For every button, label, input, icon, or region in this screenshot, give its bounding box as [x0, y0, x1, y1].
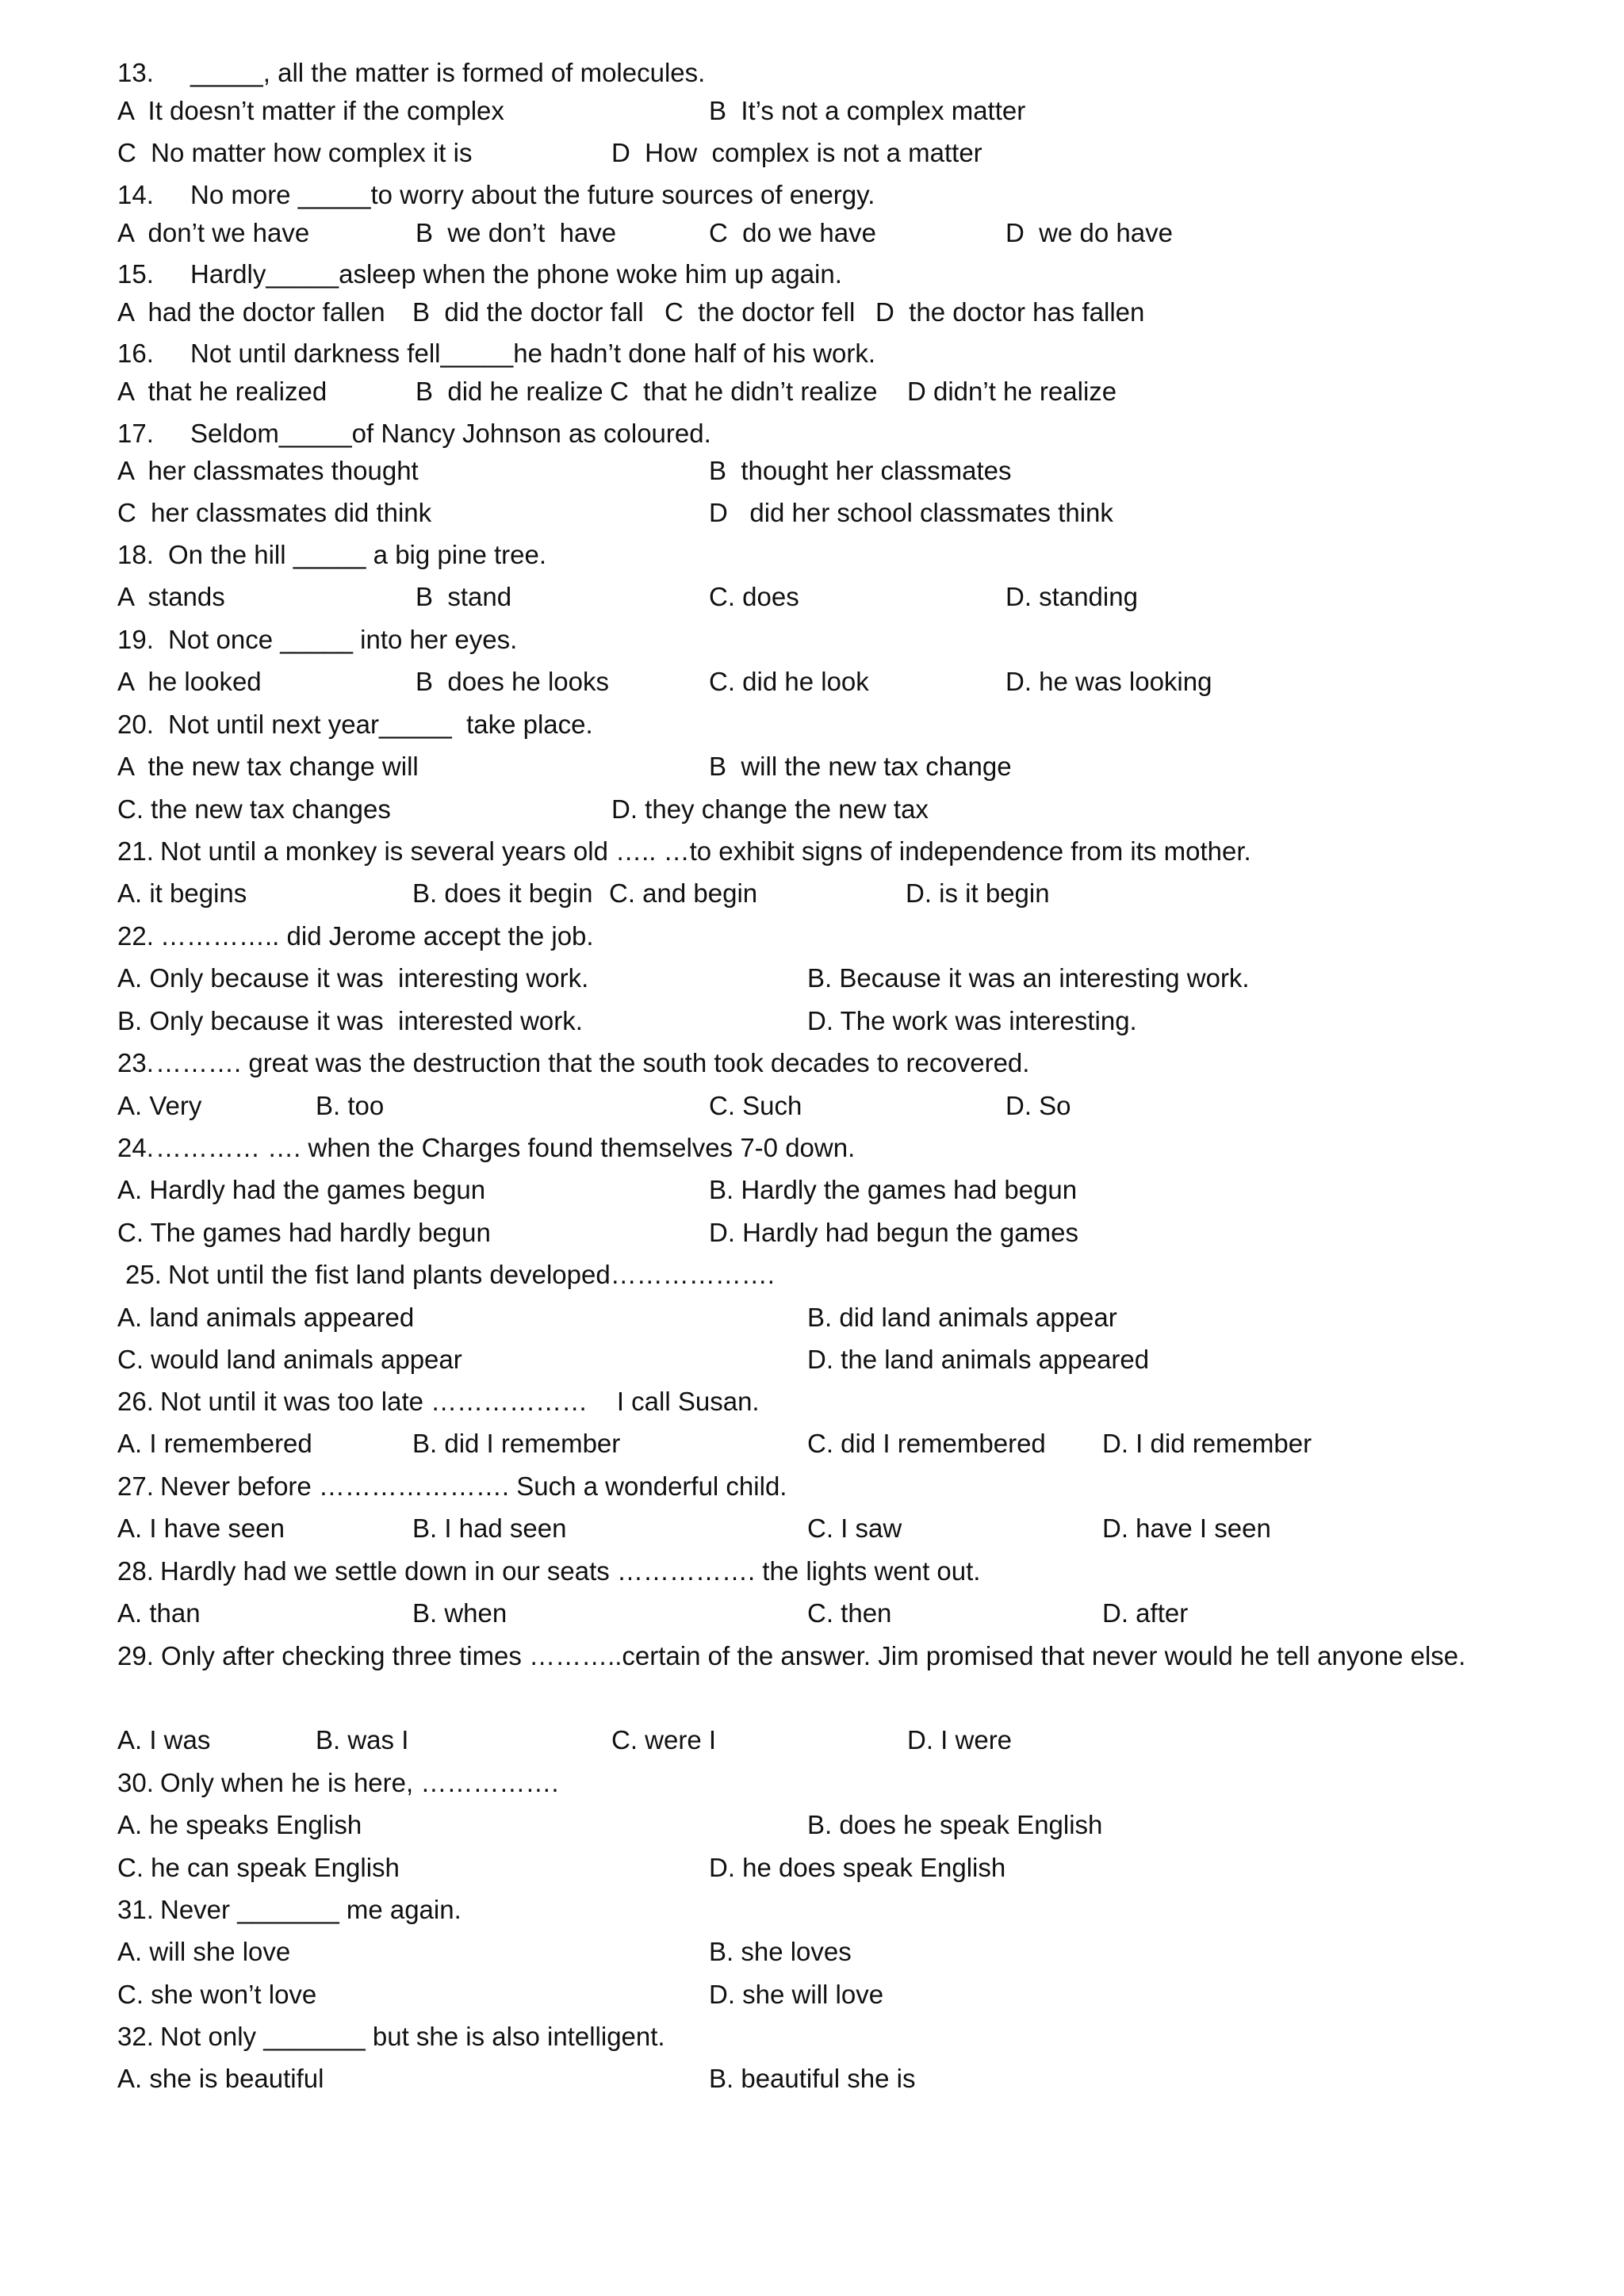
- options-row: [117, 370, 1513, 413]
- option-a[interactable]: A that he realized: [117, 377, 327, 406]
- question-number: 24.: [117, 1133, 154, 1162]
- question-stem: ………… …. when the Charges found themselves 7-0 down.: [155, 1133, 856, 1162]
- option-c[interactable]: C No matter how complex it is: [117, 138, 473, 167]
- options-row: [117, 1422, 1513, 1465]
- question-29: [117, 1635, 1513, 1720]
- question-28: [117, 1550, 1513, 1593]
- question-20: [117, 703, 1513, 746]
- option-c[interactable]: C. would land animals appear: [117, 1345, 462, 1374]
- option-d[interactable]: D. standing: [1005, 582, 1138, 611]
- options-row: [117, 1804, 1513, 1846]
- question-26: [117, 1380, 1513, 1423]
- option-d[interactable]: D. I did remember: [1102, 1429, 1312, 1458]
- option-c[interactable]: C. did I remembered: [807, 1429, 1046, 1458]
- option-b[interactable]: B. when: [412, 1598, 508, 1628]
- options-row: [117, 1846, 1513, 1889]
- option-d[interactable]: D. is it begin: [906, 878, 1050, 908]
- question-stem: Not until the fist land plants developed……………….: [168, 1260, 775, 1289]
- options-row: [117, 291, 1513, 334]
- question-number: 26.: [117, 1387, 154, 1416]
- option-a[interactable]: A. it begins: [117, 878, 247, 908]
- option-c[interactable]: C. Such: [709, 1091, 802, 1120]
- option-b[interactable]: B. does he speak English: [807, 1810, 1103, 1839]
- question-number: 20.: [117, 710, 154, 739]
- question-stem: Only after checking three times ………..certain of the answer. Jim promised that never would he tell anyone else.: [161, 1641, 1466, 1670]
- options-row: [117, 212, 1513, 254]
- option-a[interactable]: A had the doctor fallen: [117, 297, 385, 327]
- options-row: [117, 1169, 1513, 1211]
- option-d[interactable]: D. I were: [907, 1725, 1013, 1755]
- question-number: 31.: [117, 1895, 154, 1924]
- options-row: [117, 492, 1513, 534]
- options-row: [117, 1000, 1513, 1043]
- question-18: [117, 534, 1513, 576]
- option-d[interactable]: D did her school classmates think: [709, 498, 1113, 527]
- option-c[interactable]: C. and begin: [609, 878, 758, 908]
- option-d[interactable]: D. Hardly had begun the games: [709, 1218, 1078, 1247]
- question-stem: Never before …………………. Such a wonderful child.: [160, 1471, 787, 1501]
- question-stem: No more _____to worry about the future sources of energy.: [190, 180, 875, 209]
- option-a[interactable]: A. Hardly had the games begun: [117, 1175, 486, 1204]
- options-row: [117, 872, 1513, 915]
- option-b[interactable]: B thought her classmates: [709, 456, 1012, 485]
- option-a[interactable]: A. I remembered: [117, 1429, 312, 1458]
- question-stem: Hardly had we settle down in our seats ……………. the lights went out.: [160, 1556, 981, 1586]
- question-number: 17.: [117, 419, 154, 448]
- option-c[interactable]: C do we have: [709, 218, 876, 247]
- option-b[interactable]: B. she loves: [709, 1937, 852, 1966]
- option-c[interactable]: C that he didn’t realize: [610, 377, 878, 406]
- question-stem: Only when he is here, …………….: [160, 1768, 559, 1797]
- question-15: [117, 253, 1513, 296]
- question-32: [117, 2015, 1513, 2058]
- option-c[interactable]: C. then: [807, 1598, 892, 1628]
- option-b[interactable]: B. did land animals appear: [807, 1303, 1117, 1332]
- option-d[interactable]: D. she will love: [709, 1980, 884, 2009]
- question-stem: Not until a monkey is several years old ….. …to exhibit signs of independence from its mother.: [160, 836, 1251, 866]
- option-a[interactable]: A he looked: [117, 667, 262, 696]
- question-31: [117, 1888, 1513, 1931]
- question-stem: Hardly_____asleep when the phone woke him up again.: [190, 259, 842, 289]
- option-b[interactable]: B. did I remember: [412, 1429, 621, 1458]
- option-a[interactable]: A her classmates thought: [117, 456, 419, 485]
- options-row: [117, 1592, 1513, 1635]
- question-22: [117, 915, 1513, 958]
- option-c[interactable]: C. she won’t love: [117, 1980, 317, 2009]
- question-stem: ………. great was the destruction that the south took decades to recovered.: [155, 1048, 1030, 1077]
- option-c[interactable]: C. he can speak English: [117, 1853, 400, 1882]
- option-d[interactable]: D. after: [1102, 1598, 1189, 1628]
- question-number: 16.: [117, 339, 154, 368]
- question-number: 13.: [117, 58, 154, 87]
- option-a[interactable]: A. Only because it was interesting work.: [117, 963, 589, 993]
- options-row: [117, 1507, 1513, 1550]
- option-c[interactable]: C her classmates did think: [117, 498, 432, 527]
- option-b[interactable]: B. was I: [316, 1725, 409, 1755]
- option-c[interactable]: C. The games had hardly begun: [117, 1218, 491, 1247]
- question-stem: Not until darkness fell_____he hadn’t done half of his work.: [190, 339, 876, 368]
- options-row: [117, 1085, 1513, 1127]
- option-c[interactable]: B. Only because it was interested work.: [117, 1006, 583, 1035]
- options-row: [117, 1931, 1513, 1973]
- options-row: [117, 1973, 1513, 2016]
- question-stem: On the hill _____ a big pine tree.: [168, 540, 547, 569]
- question-stem: Not until next year_____ take place.: [168, 710, 593, 739]
- question-stem: Not until it was too late ……………… I call Susan.: [160, 1387, 760, 1416]
- options-row: [117, 1719, 1513, 1762]
- options-row: [117, 1211, 1513, 1254]
- options-row: [117, 90, 1513, 132]
- question-number: 23.: [117, 1048, 154, 1077]
- option-b[interactable]: B It’s not a complex matter: [709, 96, 1026, 125]
- option-b[interactable]: B. Hardly the games had begun: [709, 1175, 1078, 1204]
- question-number: 32.: [117, 2022, 154, 2051]
- question-number: 25.: [125, 1260, 162, 1289]
- option-d[interactable]: D we do have: [1005, 218, 1173, 247]
- option-a[interactable]: A. than: [117, 1598, 201, 1628]
- option-a[interactable]: A. I was: [117, 1725, 211, 1755]
- option-a[interactable]: A. Very: [117, 1091, 202, 1120]
- option-c[interactable]: C. did he look: [709, 667, 869, 696]
- option-b[interactable]: B. too: [316, 1091, 385, 1120]
- question-stem: Never _______ me again.: [160, 1895, 462, 1924]
- option-b[interactable]: B will the new tax change: [709, 752, 1012, 781]
- question-17: [117, 412, 1513, 455]
- options-row: [117, 576, 1513, 618]
- option-b[interactable]: B we don’t have: [416, 218, 617, 247]
- question-24: [117, 1127, 1513, 1169]
- question-27: [117, 1465, 1513, 1508]
- option-a[interactable]: A. he speaks English: [117, 1810, 362, 1839]
- question-stem: Seldom_____of Nancy Johnson as coloured.: [190, 419, 711, 448]
- option-d[interactable]: D didn’t he realize: [907, 377, 1117, 406]
- option-b[interactable]: B. does it begin: [412, 878, 593, 908]
- option-d[interactable]: D. he does speak English: [709, 1853, 1006, 1882]
- option-d[interactable]: D. he was looking: [1005, 667, 1212, 696]
- option-d[interactable]: D. The work was interesting.: [807, 1006, 1137, 1035]
- option-b[interactable]: B. beautiful she is: [709, 2064, 916, 2093]
- option-b[interactable]: B stand: [416, 582, 512, 611]
- question-number: 19.: [117, 625, 154, 654]
- question-number: 18.: [117, 540, 154, 569]
- question-number: 27.: [117, 1471, 154, 1501]
- options-row: [117, 450, 1513, 492]
- options-row: [117, 1296, 1513, 1339]
- question-number: 14.: [117, 180, 154, 209]
- option-c[interactable]: C. were I: [611, 1725, 717, 1755]
- question-stem: _____, all the matter is formed of molecules.: [190, 58, 706, 87]
- question-number: 29.: [117, 1641, 154, 1670]
- option-a[interactable]: A. she is beautiful: [117, 2064, 324, 2093]
- options-row: [117, 745, 1513, 788]
- question-30: [117, 1762, 1513, 1804]
- options-row: [117, 1338, 1513, 1381]
- option-b[interactable]: B. Because it was an interesting work.: [807, 963, 1250, 993]
- option-d[interactable]: D the doctor has fallen: [875, 297, 1145, 327]
- option-c[interactable]: C. I saw: [807, 1513, 902, 1543]
- option-a[interactable]: A don’t we have: [117, 218, 310, 247]
- option-a[interactable]: A. will she love: [117, 1937, 291, 1966]
- option-b[interactable]: B did he realize: [416, 377, 603, 406]
- options-row: [117, 957, 1513, 1000]
- options-row: [117, 2057, 1513, 2100]
- question-25: [117, 1253, 1513, 1296]
- option-a[interactable]: A It doesn’t matter if the complex: [117, 96, 504, 125]
- question-number: 28.: [117, 1556, 154, 1586]
- question-29-text: [117, 1635, 1513, 1678]
- question-16: [117, 332, 1513, 375]
- question-13: [117, 52, 1513, 94]
- options-row: [117, 132, 1513, 174]
- question-stem: ………….. did Jerome accept the job.: [160, 921, 594, 951]
- option-b[interactable]: B. I had seen: [412, 1513, 567, 1543]
- options-row: [117, 788, 1513, 831]
- option-d[interactable]: D. the land animals appeared: [807, 1345, 1150, 1374]
- option-d[interactable]: D. have I seen: [1102, 1513, 1271, 1543]
- option-a[interactable]: A stands: [117, 582, 225, 611]
- question-number: 30.: [117, 1768, 154, 1797]
- question-stem: Not only _______ but she is also intelligent.: [160, 2022, 665, 2051]
- question-stem: Not once _____ into her eyes.: [168, 625, 518, 654]
- options-row: [117, 660, 1513, 703]
- option-c[interactable]: C the doctor fell: [665, 297, 856, 327]
- question-19: [117, 618, 1513, 661]
- question-14: [117, 174, 1513, 216]
- question-number: 21.: [117, 836, 154, 866]
- option-c[interactable]: C. does: [709, 582, 799, 611]
- question-21: [117, 830, 1513, 873]
- option-a[interactable]: A the new tax change will: [117, 752, 419, 781]
- option-d[interactable]: D. they change the new tax: [611, 794, 929, 824]
- option-d[interactable]: D How complex is not a matter: [611, 138, 982, 167]
- question-23: [117, 1042, 1513, 1085]
- option-a[interactable]: A. land animals appeared: [117, 1303, 415, 1332]
- option-d[interactable]: D. So: [1005, 1091, 1071, 1120]
- option-b[interactable]: B did the doctor fall: [412, 297, 644, 327]
- option-b[interactable]: B does he looks: [416, 667, 609, 696]
- option-a[interactable]: A. I have seen: [117, 1513, 285, 1543]
- question-number: 22.: [117, 921, 154, 951]
- question-number: 15.: [117, 259, 154, 289]
- option-c[interactable]: C. the new tax changes: [117, 794, 391, 824]
